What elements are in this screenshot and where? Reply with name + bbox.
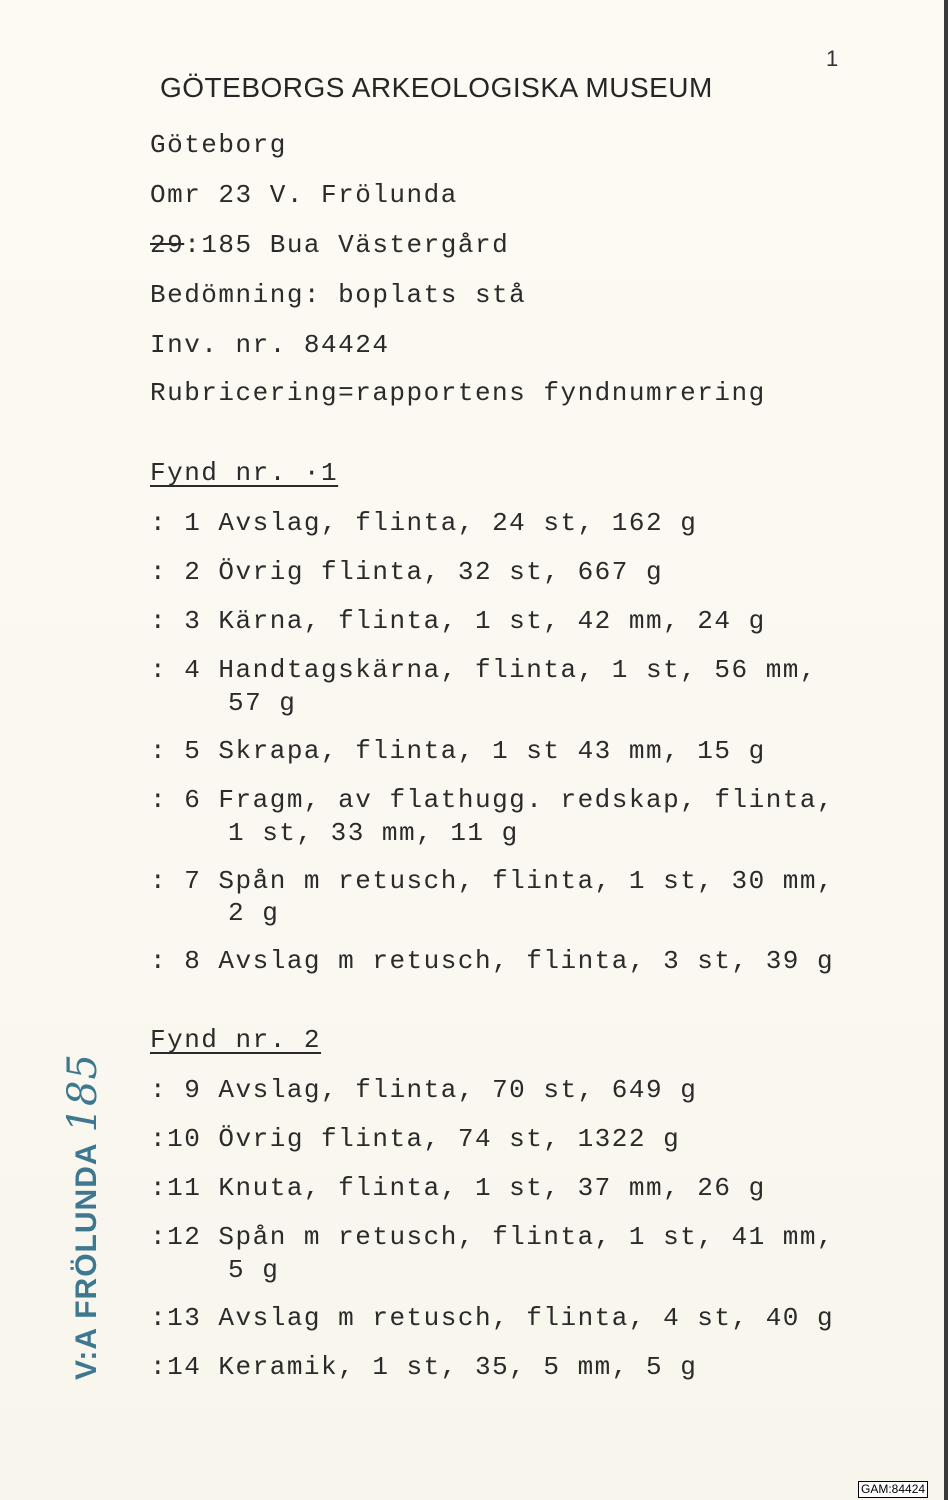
item-number: :13	[150, 1303, 202, 1333]
item-text: Avslag, flinta, 70 st, 649 g	[218, 1075, 698, 1105]
site-name: :185 Bua Västergård	[184, 230, 510, 260]
item-number: :12	[150, 1222, 202, 1252]
list-item	[150, 1352, 697, 1382]
inventory-line: Inv. nr. 84424	[150, 330, 390, 360]
item-text: Avslag m retusch, flinta, 3 st, 39 g	[218, 946, 835, 976]
list-item	[150, 946, 834, 976]
group-heading: Fynd nr. 2	[150, 1025, 322, 1055]
group-heading: Fynd nr. ·1	[150, 458, 339, 488]
item-text: Knuta, flinta, 1 st, 37 mm, 26 g	[218, 1173, 766, 1203]
item-number: : 4	[150, 655, 202, 685]
list-item	[150, 508, 697, 538]
item-number: : 9	[150, 1075, 202, 1105]
list-item	[150, 1303, 834, 1333]
list-item	[150, 736, 766, 766]
item-text: Spån m retusch, flinta, 1 st, 41 mm,	[218, 1222, 835, 1252]
list-item	[150, 866, 834, 896]
item-number: :14	[150, 1352, 202, 1382]
page-number: 1	[826, 46, 839, 71]
item-text: Avslag, flinta, 24 st, 162 g	[218, 508, 698, 538]
list-item	[150, 655, 817, 685]
city-line: Göteborg	[150, 130, 287, 160]
item-continuation: 57 g	[228, 688, 297, 718]
card-edge	[944, 0, 948, 1500]
item-continuation: 1 st, 33 mm, 11 g	[228, 818, 519, 848]
item-continuation: 2 g	[228, 898, 280, 928]
item-number: : 6	[150, 785, 202, 815]
item-number: :10	[150, 1124, 202, 1154]
side-label-stamp: V:A FRÖLUNDA	[70, 1142, 103, 1380]
item-number: :11	[150, 1173, 202, 1203]
item-text: Spån m retusch, flinta, 1 st, 30 mm,	[218, 866, 835, 896]
site-side-label	[60, 1053, 106, 1380]
item-text: Avslag m retusch, flinta, 4 st, 40 g	[218, 1303, 835, 1333]
list-item	[150, 1222, 834, 1252]
site-line	[150, 230, 509, 260]
item-number: : 3	[150, 606, 202, 636]
item-number: : 5	[150, 736, 202, 766]
side-label-handwritten-number: 185	[60, 1053, 106, 1133]
item-continuation: 5 g	[228, 1255, 280, 1285]
item-text: Keramik, 1 st, 35, 5 mm, 5 g	[218, 1352, 698, 1382]
item-text: Fragm, av flathugg. redskap, flinta,	[218, 785, 835, 815]
area-line: Omr 23 V. Frölunda	[150, 180, 458, 210]
item-number: : 8	[150, 946, 202, 976]
item-number: : 2	[150, 557, 202, 587]
museum-header: GÖTEBORGS ARKEOLOGISKA MUSEUM	[160, 72, 713, 103]
assessment-line: Bedömning: boplats stå	[150, 280, 527, 310]
item-text: Skrapa, flinta, 1 st 43 mm, 15 g	[218, 736, 766, 766]
list-item	[150, 557, 663, 587]
list-item	[150, 785, 834, 815]
item-text: Kärna, flinta, 1 st, 42 mm, 24 g	[218, 606, 766, 636]
list-item	[150, 1124, 680, 1154]
archive-id-badge: GAM:84424	[858, 1481, 928, 1498]
list-item	[150, 1173, 766, 1203]
item-number: : 7	[150, 866, 202, 896]
list-item	[150, 1075, 697, 1105]
item-text: Övrig flinta, 74 st, 1322 g	[218, 1124, 681, 1154]
site-struck-number: 29	[150, 230, 185, 260]
item-text: Övrig flinta, 32 st, 667 g	[218, 557, 664, 587]
list-item	[150, 606, 766, 636]
item-text: Handtagskärna, flinta, 1 st, 56 mm,	[218, 655, 818, 685]
item-number: : 1	[150, 508, 202, 538]
rubric-line: Rubricering=rapportens fyndnumrering	[150, 378, 766, 408]
